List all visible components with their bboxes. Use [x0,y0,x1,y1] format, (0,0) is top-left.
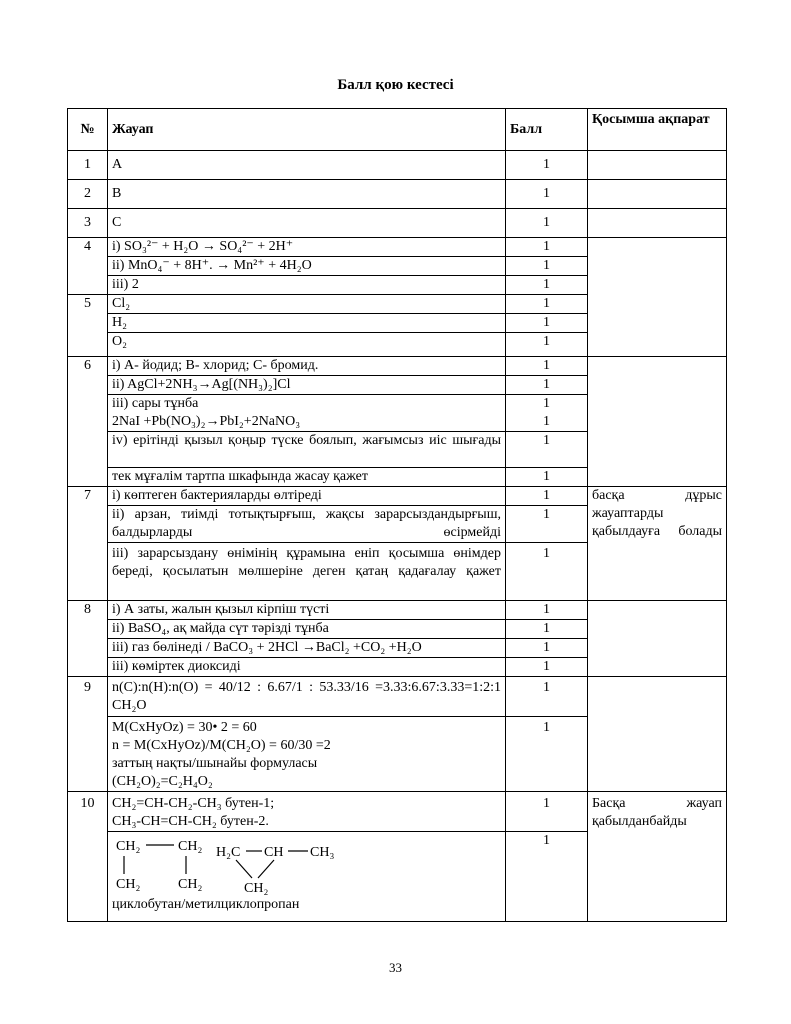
answer-cell: H₂ [108,314,506,333]
header-score: Балл [506,109,588,151]
answer-cell: iii) көміртек диоксиді [108,658,506,677]
answer-line: CH₃-CH=CH-CH₂ бутен-2. [112,814,269,829]
struct-label: CH₂ [116,877,141,892]
score-cell: 1 [506,257,588,276]
score-cell: 1 [506,468,588,487]
bond-line [236,860,252,878]
score-cell: 1 [506,717,588,792]
answer-cell: iii) зарарсыздану өнімінің құрамына еніп қосымша өнімдер береді, қосылатын мөлшеріне деген қатаң қадағалау қажет [108,543,506,601]
answer-cell: ii) арзан, тиімді тотықтырғыш, жақсы зарарсыздандырғыш, балдырларды өсірмейді [108,506,506,543]
score-cell: 1 [506,792,588,832]
table-row [68,677,727,717]
score-cell: 1 [506,506,588,543]
score-cell [506,395,588,432]
answer-cell: ii) AgCl+2NH₃→Ag[(NH₃)₂]Cl [108,376,506,395]
score-cell: 1 [506,487,588,506]
row-number: 3 [68,209,108,238]
answer-line: заттың нақты/шынайы формуласы [112,756,318,771]
answer-cell: O₂ [108,333,506,357]
table-row [68,357,727,376]
table-row [68,601,727,620]
extra-cell [588,151,727,180]
extra-note: Басқа жауап қабылданбайды [588,792,727,922]
score-cell: 1 [506,295,588,314]
answer-cell [108,792,506,832]
struct-label: CH₂ [178,839,203,854]
score-cell: 1 [506,276,588,295]
extra-cell [588,209,727,238]
row-number: 4 [68,238,108,295]
bond-line [258,860,274,878]
page-number: 33 [389,960,402,975]
answer-cell: ii) BaSO₄, ақ майда сүт тәрізді тұнба [108,620,506,639]
table-row [68,238,727,257]
extra-cell [588,180,727,209]
struct-label: H₂C [216,845,241,860]
row-number: 10 [68,792,108,922]
score-cell: 1 [506,314,588,333]
score-cell: 1 [506,432,588,468]
row-number: 1 [68,151,108,180]
answer-cell: ii) MnO₄⁻ + 8H⁺. → Mn²⁺ + 4H₂O [108,257,506,276]
extra-cell [588,601,727,677]
answer-cell: С [108,209,506,238]
table-row [68,209,727,238]
score-cell: 1 [506,376,588,395]
struct-label: CH₂ [244,881,269,896]
header-answer: Жауап [108,109,506,151]
score-cell: 1 [506,151,588,180]
struct-label: CH₃ [310,845,335,860]
answer-line: циклобутан/метилциклопропан [112,897,300,912]
score-cell: 1 [506,601,588,620]
table-row [68,151,727,180]
struct-label: CH [264,845,284,860]
score-cell: 1 [506,832,588,922]
structure-diagram [112,834,352,896]
page-title: Балл қою кестесі [337,77,454,93]
answer-line: M(CxHyOz) = 30• 2 = 60 [112,720,257,735]
struct-label: CH₂ [116,839,141,854]
answer-cell: i) көптеген бактерияларды өлтіреді [108,487,506,506]
answer-line: (CH₂O)₂=C₂H₄O₂ [112,774,213,789]
score-cell: 1 [506,180,588,209]
answer-cell: В [108,180,506,209]
score-cell: 1 [506,639,588,658]
score-cell: 1 [506,677,588,717]
answer-line: 2NaI +Pb(NO₃)₂→PbI₂+2NaNO₃ [112,414,301,429]
row-number: 9 [68,677,108,792]
answer-cell: iii) газ бөлінеді / BaCO₃ + 2HCl →BaCl₂ +CO₂ +H₂O [108,639,506,658]
answer-cell: n(C):n(H):n(O) = 40/12 : 6.67/1 : 53.33/16 =3.33:6.67:3.33=1:2:1 CH₂O [108,677,506,717]
row-number: 2 [68,180,108,209]
answer-cell: iv) ерітінді қызыл қоңыр түске боялып, жағымсыз иіс шығады [108,432,506,468]
answer-cell: А [108,151,506,180]
score-value: 1 [543,414,550,429]
extra-note: басқа дұрыс жауаптарды қабылдауға болады [588,487,727,601]
score-cell: 1 [506,357,588,376]
header-row [68,109,727,151]
answer-cell: iii) 2 [108,276,506,295]
answer-cell: i) А- йодид; В- хлорид; С- бромид. [108,357,506,376]
answer-line: iii) сары тұнба [112,396,199,411]
score-cell: 1 [506,209,588,238]
answer-cell: i) А заты, жалын қызыл кірпіш түсті [108,601,506,620]
score-value: 1 [543,396,550,411]
table-row [68,792,727,832]
answer-cell: i) SO₃²⁻ + H₂O → SO₄²⁻ + 2H⁺ [108,238,506,257]
row-number: 5 [68,295,108,357]
answer-cell [108,832,506,922]
extra-cell [588,677,727,792]
header-extra: Қосымша ақпарат [588,109,727,151]
row-number: 7 [68,487,108,601]
score-cell: 1 [506,658,588,677]
score-cell: 1 [506,543,588,601]
scoring-table [67,108,727,922]
answer-cell: Cl₂ [108,295,506,314]
header-num: № [68,109,108,151]
struct-label: CH₂ [178,877,203,892]
row-number: 6 [68,357,108,487]
table-row [68,180,727,209]
score-cell: 1 [506,333,588,357]
table-row [68,487,727,506]
answer-line: CH₂=CH-CH₂-CH₃ бутен-1; [112,796,275,811]
answer-cell [108,717,506,792]
answer-cell [108,395,506,432]
score-cell: 1 [506,238,588,257]
score-cell: 1 [506,620,588,639]
answer-cell: тек мұғалім тартпа шкафында жасау қажет [108,468,506,487]
extra-cell [588,238,727,357]
row-number: 8 [68,601,108,677]
answer-line: n = M(CxHyOz)/M(CH₂O) = 60/30 =2 [112,738,331,753]
extra-cell [588,357,727,487]
